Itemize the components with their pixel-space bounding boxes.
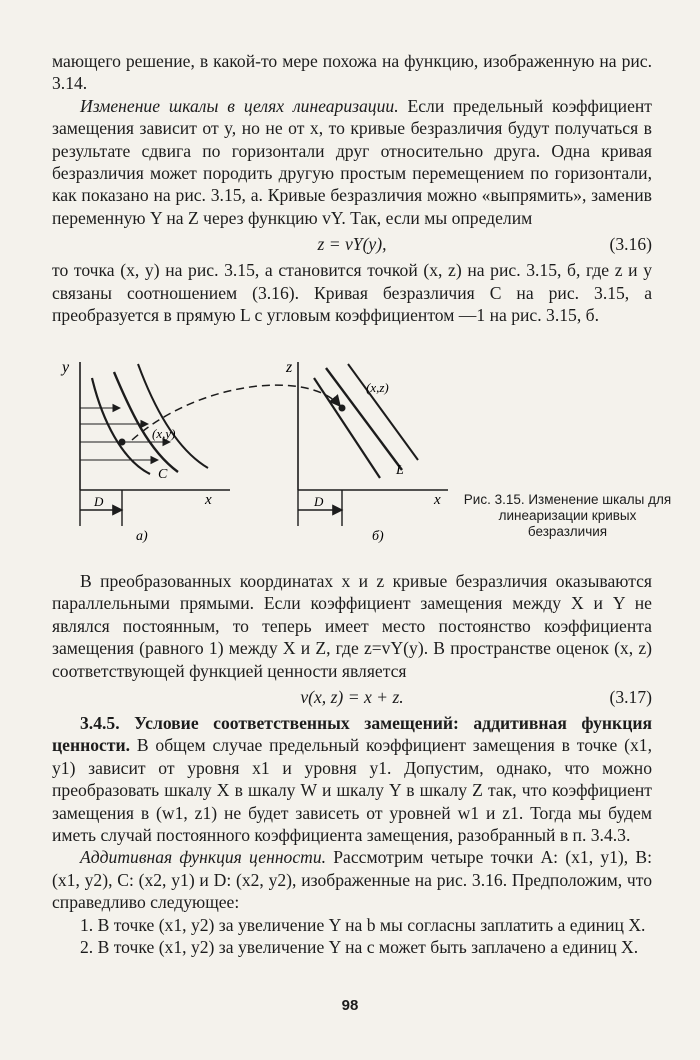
text-block-bottom	[52, 570, 652, 959]
panel-b-x-label: x	[434, 492, 441, 508]
panel-a-label: а)	[136, 529, 148, 544]
panel-b-span-label: D	[314, 494, 324, 509]
point-xz-label: (x,z)	[366, 380, 389, 395]
panel-a-span-label: D	[94, 494, 104, 509]
section-body: В общем случае предельный коэффициент замещения в точке (x1, y1) зависит от уровня x1 и уровня y1. Допустим, однако, что можно преобразовать шкалу X в шкалу W и шкалу Y в шкалу Z так, что коэффициент замещения в (w1, z1) не будет зависеть от уровней w1 и z1. Тогда мы будем иметь случай постоянного коэффициента замещения, разобранный в п. 3.4.3.	[52, 735, 652, 846]
section-3-4-5	[52, 712, 652, 846]
indifference-curve-c	[114, 372, 178, 472]
text-block-top	[52, 50, 652, 326]
panel-b-y-label: z	[286, 359, 293, 376]
panel-a-y-label: y	[62, 359, 70, 376]
line-l-label: L	[396, 463, 404, 478]
point-xz	[339, 405, 346, 412]
paragraph-title-linearization: Изменение шкалы в целях линеаризации.	[80, 95, 399, 116]
indifference-curve-3	[138, 364, 208, 468]
paragraph-title-additive: Аддитивная функция ценности.	[80, 847, 327, 868]
paragraph-body-additive: Рассмотрим четыре точки A: (x1, y1), B: (x1, y2), C: (x2, y1) и D: (x2, y2), изображенные на рис. 3.16. Предположим, что справедливо следующее:	[52, 847, 652, 913]
paragraph-additive	[52, 846, 652, 913]
paragraph-body-linearization: Если предельный коэффициент замещения зависит от y, но не от x, то кривые безразличия будут получаться в результате сдвига по горизонтали друг относительно друга. Одна кривая безразличия может породить другую простым перемещением по горизонтали, как показано на рис. 3.15, а. Кривые безразличия можно «выпрямить», заменив переменную Y на Z через функцию vY. Так, если мы определим	[52, 95, 653, 228]
equation-3-17	[52, 683, 652, 711]
list-item-1: 1. В точке (x1, y2) за увеличение Y на b мы согласны заплатить a единиц X.	[80, 914, 646, 935]
point-xy-label: (x,y)	[152, 426, 176, 441]
paragraph-transformed-coords: В преобразованных координатах x и z кривые безразличия оказываются параллельными прямыми. Если коэффициент замещения между X и Y не являлся постоянным, то теперь имеет место постоянство коэффициента замещения (равного 1) между X и Z, где z=vY(y). В пространстве оценок (x, z) соответствующей функцией ценности является	[52, 571, 652, 681]
panel-a-x-label: x	[205, 492, 212, 508]
point-xy	[119, 439, 126, 446]
section-heading: 3.4.5. Условие соответственных замещений: аддитивная функция ценности.	[52, 713, 652, 756]
page-number: 98	[341, 997, 359, 1014]
equation-3-16-number: (3.16)	[609, 234, 652, 255]
equation-3-16	[52, 230, 652, 258]
figure-caption: Рис. 3.15. Изменение шкалы для линеаризации кривых безразличия	[463, 492, 672, 539]
equation-3-17-expression: v(x, z) = x + z.	[300, 687, 404, 708]
paragraph-linearization	[52, 95, 652, 229]
list-item-2: 2. В точке (x1, y2) за увеличение Y на c может быть заплачено a единиц X.	[80, 937, 639, 958]
equation-3-17-number: (3.17)	[609, 687, 652, 708]
panel-b-label: б)	[372, 529, 384, 544]
paragraph-point-mapping: то точка (x, y) на рис. 3.15, а становится точкой (x, z) на рис. 3.15, б, где z и y связаны соотношением (3.16). Кривая безразличия C на рис. 3.15, а преобразуется в прямую L с угловым коэффициентом —1 на рис. 3.15, б.	[52, 260, 652, 326]
curve-c-label: C	[158, 467, 168, 482]
paragraph-continuation: мающего решение, в какой-то мере похожа на функцию, изображенную на рис. 3.14.	[52, 51, 652, 94]
equation-3-16-expression: z = vY(y),	[317, 234, 387, 255]
